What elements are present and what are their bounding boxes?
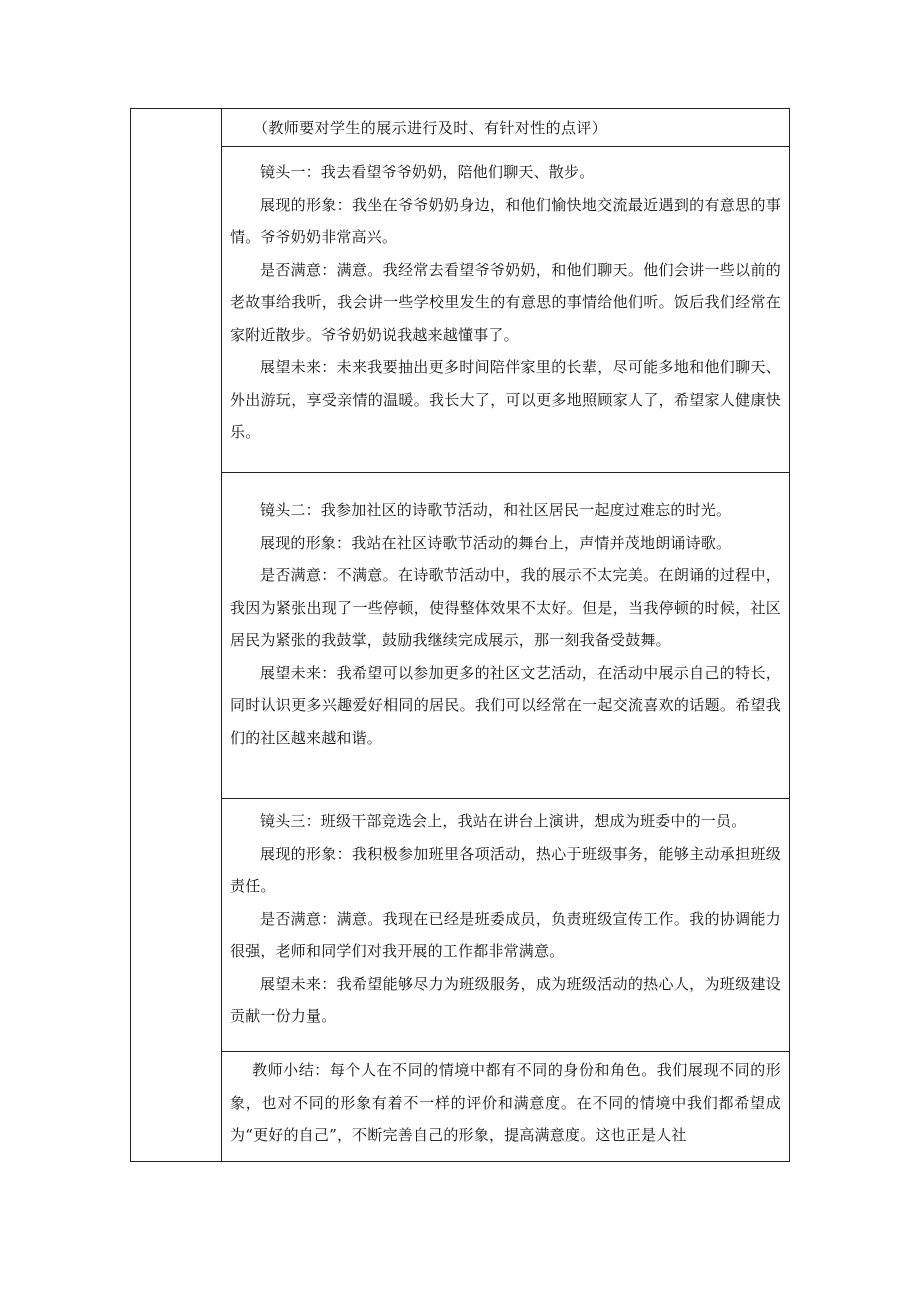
scene-2-outlook: 展望未来：我希望可以参加更多的社区文艺活动，在活动中展示自己的特长，同时认识更多兴趣爱好相同的居民。我们可以经常在一起交流喜欢的话题。希望我们的社区越来越和谐。 — [230, 663, 781, 747]
summary-cell — [222, 1052, 789, 1163]
scene-3-outlook: 展望未来：我希望能够尽力为班级服务，成为班级活动的热心人，为班级建设贡献一份力量。 — [230, 974, 781, 1025]
summary-text: 教师小结：每个人在不同的情境中都有不同的身份和角色。我们展现不同的形象，也对不同的形象有着不一样的评价和满意度。在不同的情境中我们都希望成为“更好的自己”，不断完善自己的形象，提高满意度。这也正是人社 — [230, 1061, 781, 1144]
teacher-note-text: （教师要对学生的展示进行及时、有针对性的点评） — [253, 119, 608, 137]
scene-3-cell — [222, 799, 789, 1052]
scene-1-outlook: 展望未来：未来我要抽出更多时间陪伴家里的长辈，尽可能多地和他们聊天、外出游玩，享受亲情的温暖。我长大了，可以更多地照顾家人了，希望家人健康快乐。 — [230, 358, 781, 441]
lesson-table — [130, 108, 790, 1162]
scene-1-satisfied: 是否满意：满意。我经常去看望爷爷奶奶，和他们聊天。他们会讲一些以前的老故事给我听，我会讲一些学校里发生的有意思的事情给他们听。饭后我们经常在家附近散步。爷爷奶奶说我越来越懂事了。 — [230, 260, 781, 344]
left-column-cell — [131, 109, 222, 1161]
scene-3-shot: 镜头三：班级干部竞选会上，我站在讲台上演讲，想成为班委中的一员。 — [260, 812, 747, 830]
scene-2-image: 展现的形象：我站在社区诗歌节活动的舞台上，声情并茂地朗诵诗歌。 — [260, 533, 732, 552]
scene-3-image: 展现的形象：我积极参加班里各项活动，热心于班级事务，能够主动承担班级责任。 — [230, 844, 781, 895]
scene-2-shot: 镜头二：我参加社区的诗歌节活动，和社区居民一起度过难忘的时光。 — [260, 501, 732, 519]
scene-2-cell — [222, 473, 789, 799]
scene-1-cell — [222, 147, 789, 473]
scene-1-image: 展现的形象：我坐在爷爷奶奶身边，和他们愉快地交流最近遇到的有意思的事情。爷爷奶奶非常高兴。 — [230, 195, 781, 246]
scene-2-satisfied: 是否满意：不满意。在诗歌节活动中，我的展示不太完美。在朗诵的过程中，我因为紧张出现了一些停顿，使得整体效果不太好。但是，当我停顿的时候，社区居民为紧张的我鼓掌，鼓励我继续完成展示，那一刻我备受鼓舞。 — [230, 566, 781, 649]
teacher-note-cell — [222, 109, 789, 147]
scene-1-shot: 镜头一：我去看望爷爷奶奶，陪他们聊天、散步。 — [260, 163, 595, 181]
scene-3-satisfied: 是否满意：满意。我现在已经是班委成员，负责班级宣传工作。我的协调能力很强，老师和同学们对我开展的工作都非常满意。 — [230, 909, 781, 960]
